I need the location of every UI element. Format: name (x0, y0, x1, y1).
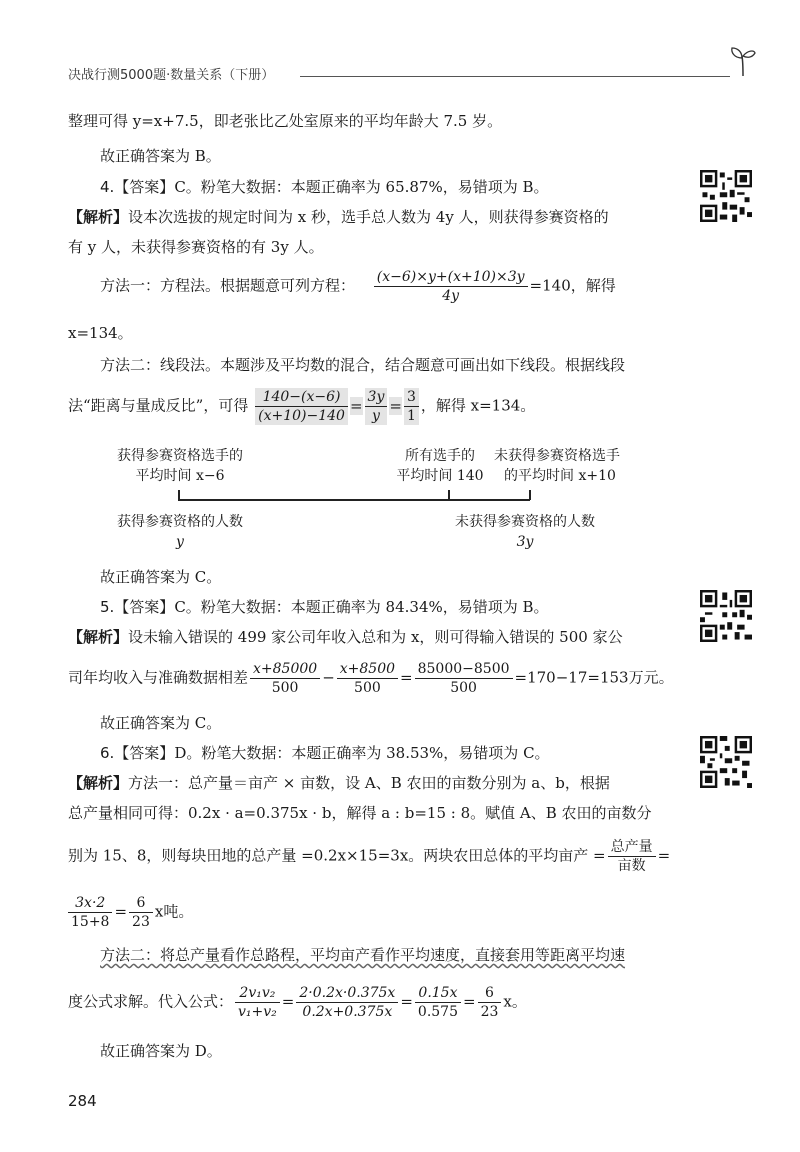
equals-sign: = (657, 846, 671, 865)
q4-answer-row (100, 176, 549, 198)
fraction-denominator: 500 (450, 680, 477, 696)
q6-result-fraction-2 (129, 894, 153, 931)
equals-sign: = (400, 668, 413, 687)
q6-speed-post: x。 (503, 992, 527, 1011)
text-line: x=134。 (68, 324, 133, 342)
fraction-numerator: 3x·2 (68, 894, 112, 913)
diagram-right-top-2: 的平均时间 x+10 (504, 468, 616, 484)
q6-label: 6.【答案】 (100, 744, 175, 762)
method1-text: 方法一：方程法。根据题意可列方程： (100, 276, 356, 295)
answer-line: 故正确答案为 C。 (100, 568, 222, 586)
segment-tick-left (178, 490, 180, 500)
q6-average-pre: 别为 15、8，则每块田地的总产量 =0.2x×15=3x。两块农田总体的平均亩产 = (68, 846, 606, 865)
header-rule (300, 76, 730, 77)
diagram-right-bottom-1: 未获得参赛资格的人数 (455, 514, 595, 530)
analysis-text: 方法一：总产量＝亩产 × 亩数，设 A、B 农田的亩数分别为 a、b，根据 (128, 774, 610, 792)
fraction-numerator: 0.15x (415, 984, 461, 1003)
method1-row (100, 268, 616, 305)
q6-answer-row (100, 742, 550, 764)
fraction-denominator: y (371, 408, 380, 424)
qr-code-icon[interactable] (700, 590, 752, 642)
text-line: 整理可得 y=x+7.5，即老张比乙处室原来的平均年龄大 7.5 岁。 (68, 112, 503, 130)
qr-code-icon[interactable] (700, 736, 752, 788)
method2-text: 方法二：线段法。本题涉及平均数的混合，结合题意可画出如下线段。根据线段 (100, 356, 626, 374)
q6-speed-fraction-4 (478, 984, 502, 1021)
method1-fraction (374, 268, 528, 305)
q6-speed-fraction-2 (296, 984, 398, 1021)
minus-sign: − (322, 668, 335, 687)
equals-sign: = (349, 396, 363, 415)
q6-result-post: x吨。 (154, 902, 194, 921)
sprout-icon (728, 44, 758, 78)
fraction-numerator: 85000−8500 (415, 660, 513, 679)
fraction-numerator: 2v₁v₂ (235, 984, 280, 1003)
q5-formula-post: =170−17=153万元。 (514, 668, 674, 687)
analysis-label: 【解析】 (68, 628, 129, 646)
q5-answer-row (100, 596, 549, 618)
q6-speed-fraction-3 (415, 984, 461, 1021)
q4-analysis-row (68, 206, 609, 228)
diagram-mid-top-2: 平均时间 140 (396, 468, 484, 484)
fraction-numerator: 6 (129, 894, 153, 913)
fraction-denominator: 23 (132, 914, 150, 930)
text-line: 总产量相同可得：0.2x · a=0.375x · b，解得 a : b=15 : 8。赋值 A、B 农田的亩数分 (68, 804, 652, 822)
diagram-right-bottom-2: 3y (516, 534, 534, 550)
q6-result-fraction-1 (68, 894, 112, 931)
qr-code-icon[interactable] (700, 170, 752, 222)
fraction-numerator: (x−6)×y+(x+10)×3y (374, 268, 528, 287)
fraction-denominator: 0.2x+0.375x (302, 1004, 393, 1020)
fraction-numerator: 140−(x−6) (255, 388, 348, 407)
answer-line: 故正确答案为 D。 (100, 1042, 222, 1060)
fraction-denominator: 15+8 (71, 914, 110, 930)
analysis-label: 【解析】 (68, 208, 129, 226)
q5-fraction-3 (415, 660, 513, 697)
q6-average-row (68, 838, 670, 875)
q6-speed-pre: 度公式求解。代入公式： (68, 992, 234, 1011)
text-line: 有 y 人，未获得参赛资格的有 3y 人。 (68, 238, 324, 256)
fraction-denominator: (x+10)−140 (258, 408, 345, 424)
analysis-text: 设本次选拔的规定时间为 x 秒，选手总人数为 4y 人，则获得参赛资格的 (128, 208, 609, 226)
fraction-denominator: 0.575 (417, 1004, 458, 1020)
ratio-fraction-2 (365, 388, 388, 425)
fraction-numerator: x+85000 (250, 660, 320, 679)
fraction-numerator: 6 (478, 984, 502, 1003)
diagram-left-bottom-2: y (176, 534, 184, 550)
diagram-left-top-2: 平均时间 x−6 (135, 468, 225, 484)
fraction-numerator: 3 (404, 388, 419, 407)
fraction-denominator: 1 (406, 408, 416, 424)
ratio-fraction-1 (255, 388, 348, 425)
equals-sign: = (389, 396, 402, 415)
q6-speed-fraction-1 (235, 984, 280, 1021)
fraction-denominator: 23 (480, 1004, 499, 1020)
q5-label: 5.【答案】 (100, 598, 175, 616)
q5-formula-pre: 司年均收入与准确数据相差 (68, 668, 249, 687)
q5-fraction-1 (250, 660, 320, 697)
analysis-text: 设未输入错误的 499 家公司年收入总和为 x，则可得输入错误的 500 家公 (128, 628, 623, 646)
diagram-mid-top-1: 所有选手的 (405, 448, 475, 464)
answer-line: 故正确答案为 B。 (100, 147, 221, 165)
fraction-numerator: 2·0.2x·0.375x (296, 984, 398, 1003)
fraction-numerator: x+8500 (337, 660, 398, 679)
analysis-label: 【解析】 (68, 774, 129, 792)
fraction-denominator: 亩数 (617, 858, 646, 874)
answer-line: 故正确答案为 C。 (100, 714, 222, 732)
q5-answer-text: C。粉笔大数据：本题正确率为 84.34%，易错项为 B。 (174, 598, 549, 616)
segment-tick-mid (448, 490, 450, 500)
method2-pre: 法“距离与量成反比”，可得 (68, 396, 249, 415)
method1-result: =140，解得 (529, 276, 616, 295)
method2-post: ，解得 x=134。 (420, 396, 536, 415)
fraction-denominator: 500 (354, 680, 381, 696)
q6-speed-formula-row: 度公式求解。代入公式： $\frac{\text{2v₁v₂}}{\text{v₁+v₂}}$ = $\frac{2\cdot 0.2x\cdot 0.375x}{0.2x+0.375x}$ = $\frac{0.15x}{0.575}$ = $\frac{6}{23}$ x。 (68, 985, 527, 1020)
fraction-numerator: 总产量 (608, 838, 656, 857)
method2-text: 方法二：将总产量看作总路程，平均亩产看作平均速度，直接套用等距离平均速 (100, 946, 626, 964)
diagram-left-bottom-1: 获得参赛资格的人数 (117, 514, 243, 530)
q6-yield-fraction (608, 838, 656, 875)
method2-formula-row (68, 388, 535, 425)
equals-sign: = (114, 902, 128, 921)
q5-fraction-2 (337, 660, 398, 697)
q6-analysis-row (68, 772, 610, 794)
q5-analysis-row (68, 626, 623, 648)
fraction-denominator: v₁+v₂ (238, 1004, 277, 1020)
q6-result-row (68, 894, 193, 931)
fraction-denominator: 500 (271, 680, 299, 696)
q4-label: 4.【答案】 (100, 178, 175, 196)
diagram-left-top-1: 获得参赛资格选手的 (117, 448, 243, 464)
fraction-denominator: 4y (442, 288, 460, 304)
q6-answer-text: D。粉笔大数据：本题正确率为 38.53%，易错项为 C。 (174, 744, 550, 762)
q5-formula-row (68, 660, 674, 697)
segment-tick-right (529, 490, 531, 500)
ratio-fraction-3 (404, 388, 419, 425)
page-number: 284 (68, 1092, 97, 1110)
fraction-numerator: 3y (365, 388, 388, 407)
segment-line (178, 499, 530, 501)
q4-answer-text: C。粉笔大数据：本题正确率为 65.87%，易错项为 B。 (174, 178, 549, 196)
running-header: 决战行测5000题·数量关系（下册） (68, 68, 275, 83)
diagram-right-top-1: 未获得参赛资格选手 (494, 448, 620, 464)
